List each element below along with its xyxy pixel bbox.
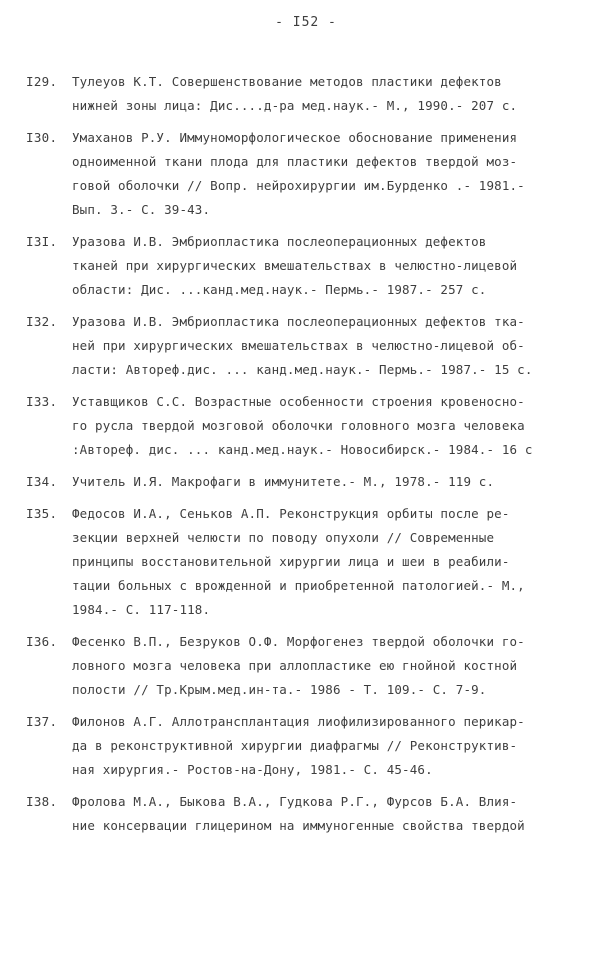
entry-line: Уразова И.В. Эмбриопластика послеоперационных дефектов тка- bbox=[72, 314, 525, 329]
bibliography-entry bbox=[26, 502, 586, 622]
bibliography-entry bbox=[26, 790, 586, 838]
entry-line: ная хирургия.- Ростов-на-Дону, 1981.- С. 45-46. bbox=[72, 762, 433, 777]
bibliography-entry bbox=[26, 390, 586, 462]
entry-line: одноименной ткани плода для пластики дефектов твердой моз- bbox=[72, 154, 518, 169]
entry-line: тации больных с врожденной и приобретенной патологией.- М., bbox=[72, 578, 525, 593]
entry-number: I34. bbox=[26, 474, 58, 489]
entry-line: Федосов И.А., Сеньков А.П. Реконструкция орбиты после ре- bbox=[72, 506, 510, 521]
bibliography-entry bbox=[26, 310, 586, 382]
bibliography-entry bbox=[26, 230, 586, 302]
entry-line: го русла твердой мозговой оболочки головного мозга человека bbox=[72, 418, 525, 433]
entry-number: I33. bbox=[26, 394, 58, 409]
entry-line: Филонов А.Г. Аллотрансплантация лиофилизированного перикар- bbox=[72, 714, 525, 729]
entry-number: I38. bbox=[26, 794, 58, 809]
entry-line: Вып. 3.- С. 39-43. bbox=[72, 202, 211, 217]
entry-line: ласти: Автореф.дис. ... канд.мед.наук.- Пермь.- 1987.- 15 с. bbox=[72, 362, 533, 377]
entry-line: Учитель И.Я. Макрофаги в иммунитете.- М., 1978.- 119 с. bbox=[72, 474, 495, 489]
entry-number: I30. bbox=[26, 130, 58, 145]
bibliography-entry bbox=[26, 630, 586, 702]
entry-line: 1984.- С. 117-118. bbox=[72, 602, 211, 617]
entry-text bbox=[72, 70, 586, 118]
entry-line: Уставщиков С.С. Возрастные особенности строения кровеносно- bbox=[72, 394, 525, 409]
entry-line: области: Дис. ...канд.мед.наук.- Пермь.- 1987.- 257 с. bbox=[72, 282, 487, 297]
entry-text bbox=[72, 126, 586, 222]
bibliography-entry bbox=[26, 470, 586, 494]
bibliography-list bbox=[26, 70, 586, 846]
entry-line: Уразова И.В. Эмбриопластика послеоперационных дефектов bbox=[72, 234, 487, 249]
entry-number: I37. bbox=[26, 714, 58, 729]
entry-line: нижней зоны лица: Дис....д-ра мед.наук.- М., 1990.- 207 с. bbox=[72, 98, 518, 113]
entry-line: да в реконструктивной хирургии диафрагмы // Реконструктив- bbox=[72, 738, 518, 753]
entry-number: I3I. bbox=[26, 234, 58, 249]
entry-number: I32. bbox=[26, 314, 58, 329]
entry-text bbox=[72, 390, 586, 462]
entry-text bbox=[72, 502, 586, 622]
entry-line: принципы восстановительной хирургии лица и шеи в реабили- bbox=[72, 554, 510, 569]
entry-text bbox=[72, 790, 586, 838]
entry-text bbox=[72, 230, 586, 302]
bibliography-entry bbox=[26, 710, 586, 782]
entry-line: полости // Тр.Крым.мед.ин-та.- 1986 - Т. 109.- С. 7-9. bbox=[72, 682, 487, 697]
bibliography-entry bbox=[26, 126, 586, 222]
entry-text bbox=[72, 710, 586, 782]
entry-number: I35. bbox=[26, 506, 58, 521]
entry-line: Умаханов Р.У. Иммуноморфологическое обоснование применения bbox=[72, 130, 518, 145]
entry-line: Фесенко В.П., Безруков О.Ф. Морфогенез твердой оболочки го- bbox=[72, 634, 525, 649]
entry-line: Тулеуов К.Т. Совершенствование методов пластики дефектов bbox=[72, 74, 502, 89]
entry-line: тканей при хирургических вмешательствах в челюстно-лицевой bbox=[72, 258, 518, 273]
page-number: - I52 - bbox=[275, 15, 337, 30]
entry-text bbox=[72, 470, 586, 494]
entry-text bbox=[72, 630, 586, 702]
bibliography-entry bbox=[26, 70, 586, 118]
entry-line: зекции верхней челюсти по поводу опухоли // Современные bbox=[72, 530, 495, 545]
entry-line: говой оболочки // Вопр. нейрохирургии им.Бурденко .- 1981.- bbox=[72, 178, 525, 193]
entry-number: I29. bbox=[26, 74, 58, 89]
entry-line: ние консервации глицерином на иммуногенные свойства твердой bbox=[72, 818, 525, 833]
entry-line: ней при хирургических вмешательствах в челюстно-лицевой об- bbox=[72, 338, 525, 353]
entry-line: Фролова М.А., Быкова В.А., Гудкова Р.Г., Фурсов Б.А. Влия- bbox=[72, 794, 518, 809]
entry-line: :Автореф. дис. ... канд.мед.наук.- Новосибирск.- 1984.- 16 с bbox=[72, 442, 533, 457]
entry-number: I36. bbox=[26, 634, 58, 649]
entry-text bbox=[72, 310, 586, 382]
entry-line: ловного мозга человека при аллопластике ею гнойной костной bbox=[72, 658, 518, 673]
